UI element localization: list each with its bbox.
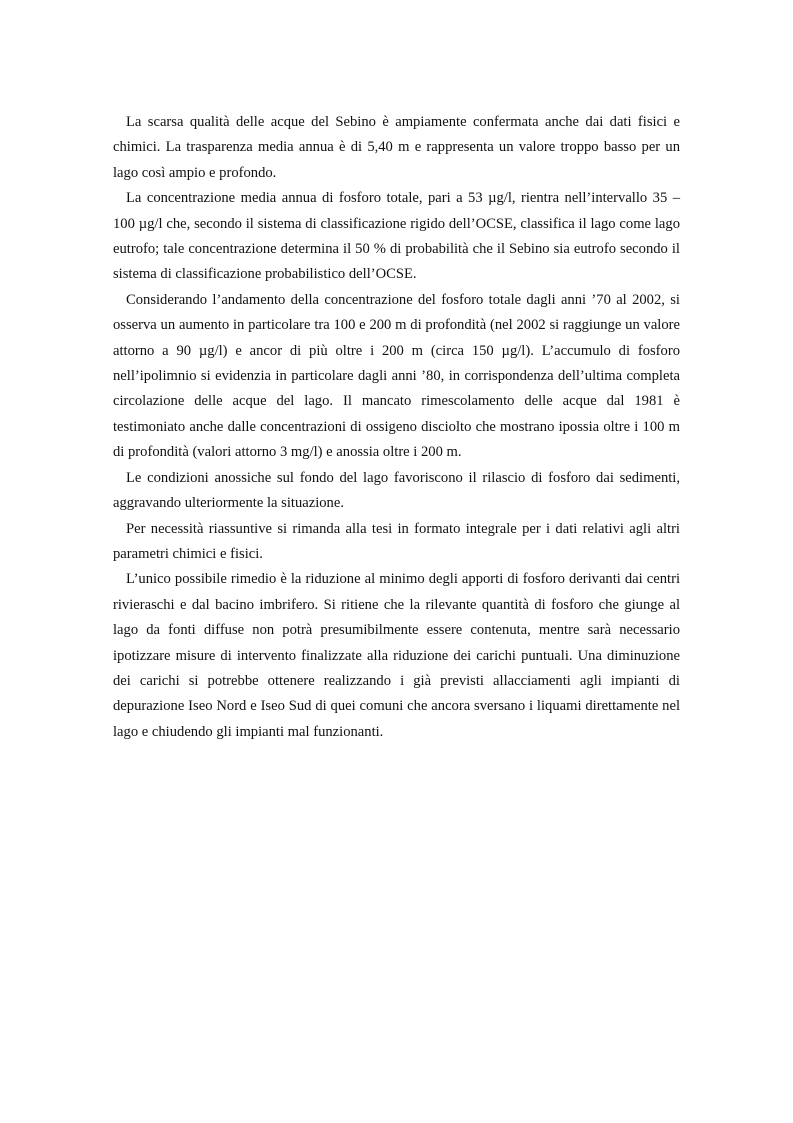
paragraph-anoxic-conditions: Le condizioni anossiche sul fondo del lago favoriscono il rilascio di fosforo dai sedimenti, aggravando ulteriormente la situazione. <box>113 469 680 512</box>
paragraph-phosphorus-trend: Considerando l’andamento della concentrazione del fosforo totale dagli anni ’70 al 2002, si osserva un aumento in particolare tra 100 e 200 m di profondità (nel 2002 si raggiunge un valore attorno a 90 µg/l) e ancor di più oltre i 200 m (circa 150 µg/l). L’accumulo di fosforo nell’ipolimnio si evidenzia in particolare dagli anni ’80, in corrispondenza dell’ultima completa circolazione delle acque del lago. Il mancato rimescolamento delle acque dal 1981 è testimoniato anche dalle concentrazioni di ossigeno disciolto che mostrano ipossia oltre i 100 m di profondità (valori attorno 3 mg/l) e anossia oltre i 200 m. <box>113 291 680 461</box>
paragraph-phosphorus-concentration: La concentrazione media annua di fosforo totale, pari a 53 µg/l, rientra nell’intervallo 35 – 100 µg/l che, secondo il sistema di classificazione rigido dell’OCSE, classifica il lago come lago eutrofo; tale concentrazione determina il 50 % di probabilità che il Sebino sia eutrofo secondo il sistema di classificazione probabilistico dell’OCSE. <box>113 190 680 283</box>
paragraph-water-quality: La scarsa qualità delle acque del Sebino è ampiamente confermata anche dai dati fisici e chimici. La trasparenza media annua è di 5,40 m e rappresenta un valore troppo basso per un lago così ampio e profondo. <box>113 114 680 181</box>
paragraph-reference-thesis: Per necessità riassuntive si rimanda alla tesi in formato integrale per i dati relativi agli altri parametri chimici e fisici. <box>113 520 680 562</box>
body-text <box>113 110 680 745</box>
paragraph-remedy: L’unico possibile rimedio è la riduzione al minimo degli apporti di fosforo derivanti dai centri rivieraschi e dal bacino imbrifero. Si ritiene che la rilevante quantità di fosforo che giunge al lago da fonti diffuse non potrà presumibilmente essere contenuta, mentre sarà necessario ipotizzare misure di intervento finalizzate alla riduzione dei carichi puntuali. Una diminuzione dei carichi si potrebbe ottenere realizzando i già previsti allacciamenti agli impianti di depurazione Iseo Nord e Iseo Sud di quei comuni che ancora sversano i liquami direttamente nel lago e chiudendo gli impianti mal funzionanti. <box>113 571 680 740</box>
